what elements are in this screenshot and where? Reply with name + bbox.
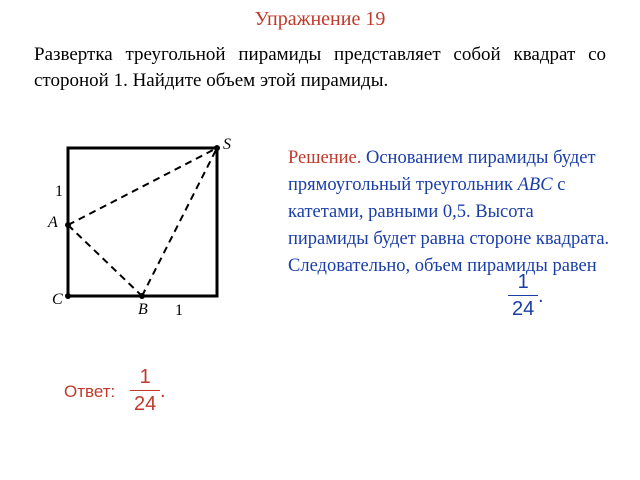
vertex-c bbox=[65, 293, 71, 299]
fraction-denominator: 24 bbox=[512, 298, 535, 320]
edge-a-s bbox=[68, 148, 217, 225]
answer-numerator: 1 bbox=[139, 366, 151, 388]
fraction bbox=[508, 271, 538, 320]
fraction-numerator: 1 bbox=[517, 271, 529, 293]
label-s: S bbox=[223, 136, 231, 153]
solution-text bbox=[288, 145, 618, 280]
answer-fraction bbox=[130, 366, 160, 415]
net-square bbox=[68, 148, 217, 296]
vertex-s bbox=[214, 145, 220, 151]
answer-period: . bbox=[160, 380, 166, 402]
answer-denominator: 24 bbox=[134, 393, 157, 415]
answer-fraction-bar bbox=[130, 390, 160, 391]
solution-volume-fraction bbox=[508, 271, 544, 320]
side-length-left: 1 bbox=[55, 183, 63, 200]
edge-a-b bbox=[68, 225, 142, 296]
label-c: C bbox=[52, 291, 63, 308]
solution-lead: Решение. bbox=[288, 148, 362, 168]
triangle-name: ABC bbox=[517, 175, 553, 195]
exercise-title: Упражнение 19 bbox=[254, 8, 386, 30]
solution-period: . bbox=[538, 285, 544, 307]
side-length-bottom: 1 bbox=[175, 302, 183, 319]
label-b: B bbox=[138, 301, 148, 318]
pyramid-net-figure bbox=[30, 128, 260, 328]
vertex-a bbox=[65, 222, 71, 228]
fraction-bar bbox=[508, 295, 538, 296]
solution-text-part1: Основанием пирамиды будет прямоугольный треугольник bbox=[288, 148, 596, 195]
label-a: A bbox=[48, 214, 58, 231]
edge-b-s bbox=[142, 148, 217, 296]
answer-label: Ответ: bbox=[64, 382, 116, 401]
problem-statement: Развертка треугольной пирамиды представляет собой квадрат со стороной 1. Найдите объем этой пирамиды. bbox=[34, 44, 606, 91]
solution-text-part2: с катетами, равными 0,5. Высота пирамиды будет равна стороне квадрата. Следовательно, объем пирамиды равен bbox=[288, 175, 610, 276]
vertex-b bbox=[139, 293, 145, 299]
